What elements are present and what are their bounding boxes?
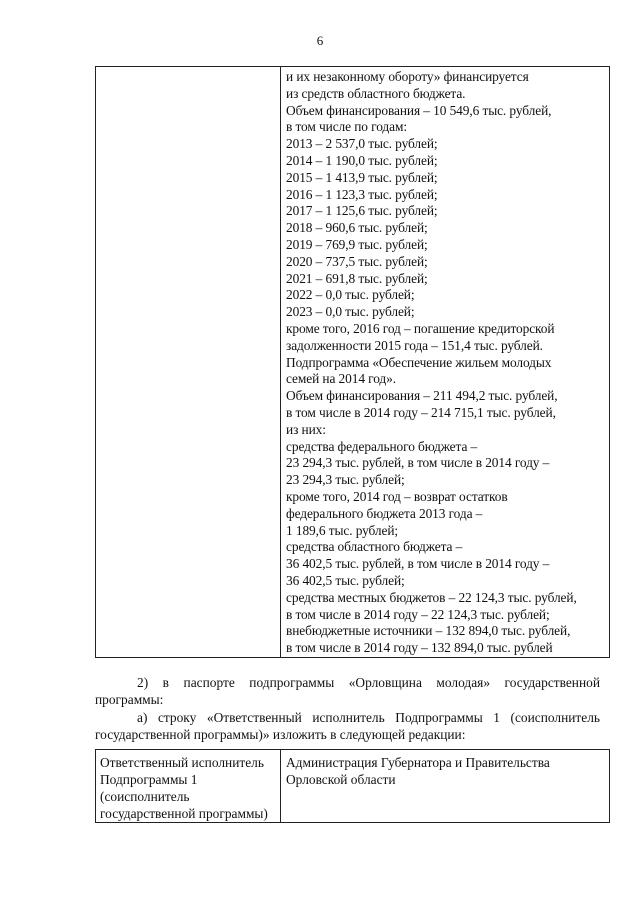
paragraph-item-a [95, 709, 600, 743]
table-text-line: 23 294,3 тыс. рублей; [286, 472, 405, 488]
paragraph-item-2 [95, 674, 600, 708]
table-text-line: задолженности 2015 года – 151,4 тыс. рублей. [286, 337, 543, 353]
paragraph-line: государственной программы)» изложить в следующей редакции: [95, 727, 466, 742]
table-text-line: 2014 – 1 190,0 тыс. рублей; [286, 152, 438, 168]
funding-table-right-cell [286, 69, 608, 657]
paragraph-line: а) строку «Ответственный исполнитель Подпрограммы 1 (соисполнитель [137, 710, 600, 725]
table-text-line: семей на 2014 год». [286, 371, 396, 387]
table-text-line: 36 402,5 тыс. рублей, в том числе в 2014 году – [286, 556, 550, 572]
table-text-line: Орловской области [286, 772, 396, 787]
table-text-line: 2013 – 2 537,0 тыс. рублей; [286, 136, 438, 152]
table-text-line: кроме того, 2016 год – погашение кредиторской [286, 320, 555, 336]
table-text-line: 2022 – 0,0 тыс. рублей; [286, 287, 415, 303]
table-text-line: Подпрограмма «Обеспечение жильем молодых [286, 354, 552, 370]
table-text-line: 2016 – 1 123,3 тыс. рублей; [286, 186, 438, 202]
paragraph-line: 2) в паспорте подпрограммы «Орловщина молодая» государственной [137, 675, 600, 690]
table-text-line: 1 189,6 тыс. рублей; [286, 522, 399, 538]
table-text-line: государственной программы) [100, 806, 268, 821]
table-text-line: Подпрограммы 1 [100, 772, 198, 787]
table-text-line: Объем финансирования – 211 494,2 тыс. рублей, [286, 388, 558, 404]
table-column-divider [280, 67, 281, 657]
table-text-line: федерального бюджета 2013 года – [286, 505, 483, 521]
table-text-line: из них: [286, 421, 326, 437]
table-text-line: средства областного бюджета – [286, 539, 463, 555]
responsible-executor-label-cell [100, 754, 278, 822]
table-text-line: в том числе в 2014 году – 22 124,3 тыс. рублей; [286, 606, 550, 622]
table-text-line: из средств областного бюджета. [286, 85, 466, 101]
table-text-line: 2017 – 1 125,6 тыс. рублей; [286, 203, 438, 219]
table-text-line: 2015 – 1 413,9 тыс. рублей; [286, 169, 438, 185]
table-column-divider [280, 750, 281, 822]
table-text-line: в том числе по годам: [286, 119, 407, 135]
paragraph-line: программы: [95, 692, 164, 707]
table-text-line: Объем финансирования – 10 549,6 тыс. рублей, [286, 102, 552, 118]
table-text-line: Ответственный исполнитель [100, 755, 264, 770]
table-text-line: средства федерального бюджета – [286, 438, 478, 454]
table-text-line: 2023 – 0,0 тыс. рублей; [286, 304, 415, 320]
table-text-line: 23 294,3 тыс. рублей, в том числе в 2014 году – [286, 455, 550, 471]
table-text-line: 2021 – 691,8 тыс. рублей; [286, 270, 428, 286]
table-text-line: средства местных бюджетов – 22 124,3 тыс. рублей, [286, 589, 577, 605]
responsible-executor-table [95, 749, 610, 823]
table-text-line: и их незаконному обороту» финансируется [286, 69, 529, 84]
responsible-executor-value-cell [286, 754, 606, 788]
table-text-line: кроме того, 2014 год – возврат остатков [286, 488, 508, 504]
table-text-line: (соисполнитель [100, 789, 190, 804]
page-number: 6 [316, 33, 324, 48]
table-text-line: 2018 – 960,6 тыс. рублей; [286, 220, 428, 236]
table-text-line: в том числе в 2014 году – 132 894,0 тыс. рублей [286, 640, 553, 656]
table-text-line: 36 402,5 тыс. рублей; [286, 572, 405, 588]
table-text-line: 2019 – 769,9 тыс. рублей; [286, 236, 428, 252]
table-text-line: 2020 – 737,5 тыс. рублей; [286, 253, 428, 269]
table-text-line: в том числе в 2014 году – 214 715,1 тыс. рублей, [286, 404, 556, 420]
table-text-line: Администрация Губернатора и Правительства [286, 755, 550, 770]
funding-table [95, 66, 610, 658]
table-text-line: внебюджетные источники – 132 894,0 тыс. рублей, [286, 623, 571, 639]
